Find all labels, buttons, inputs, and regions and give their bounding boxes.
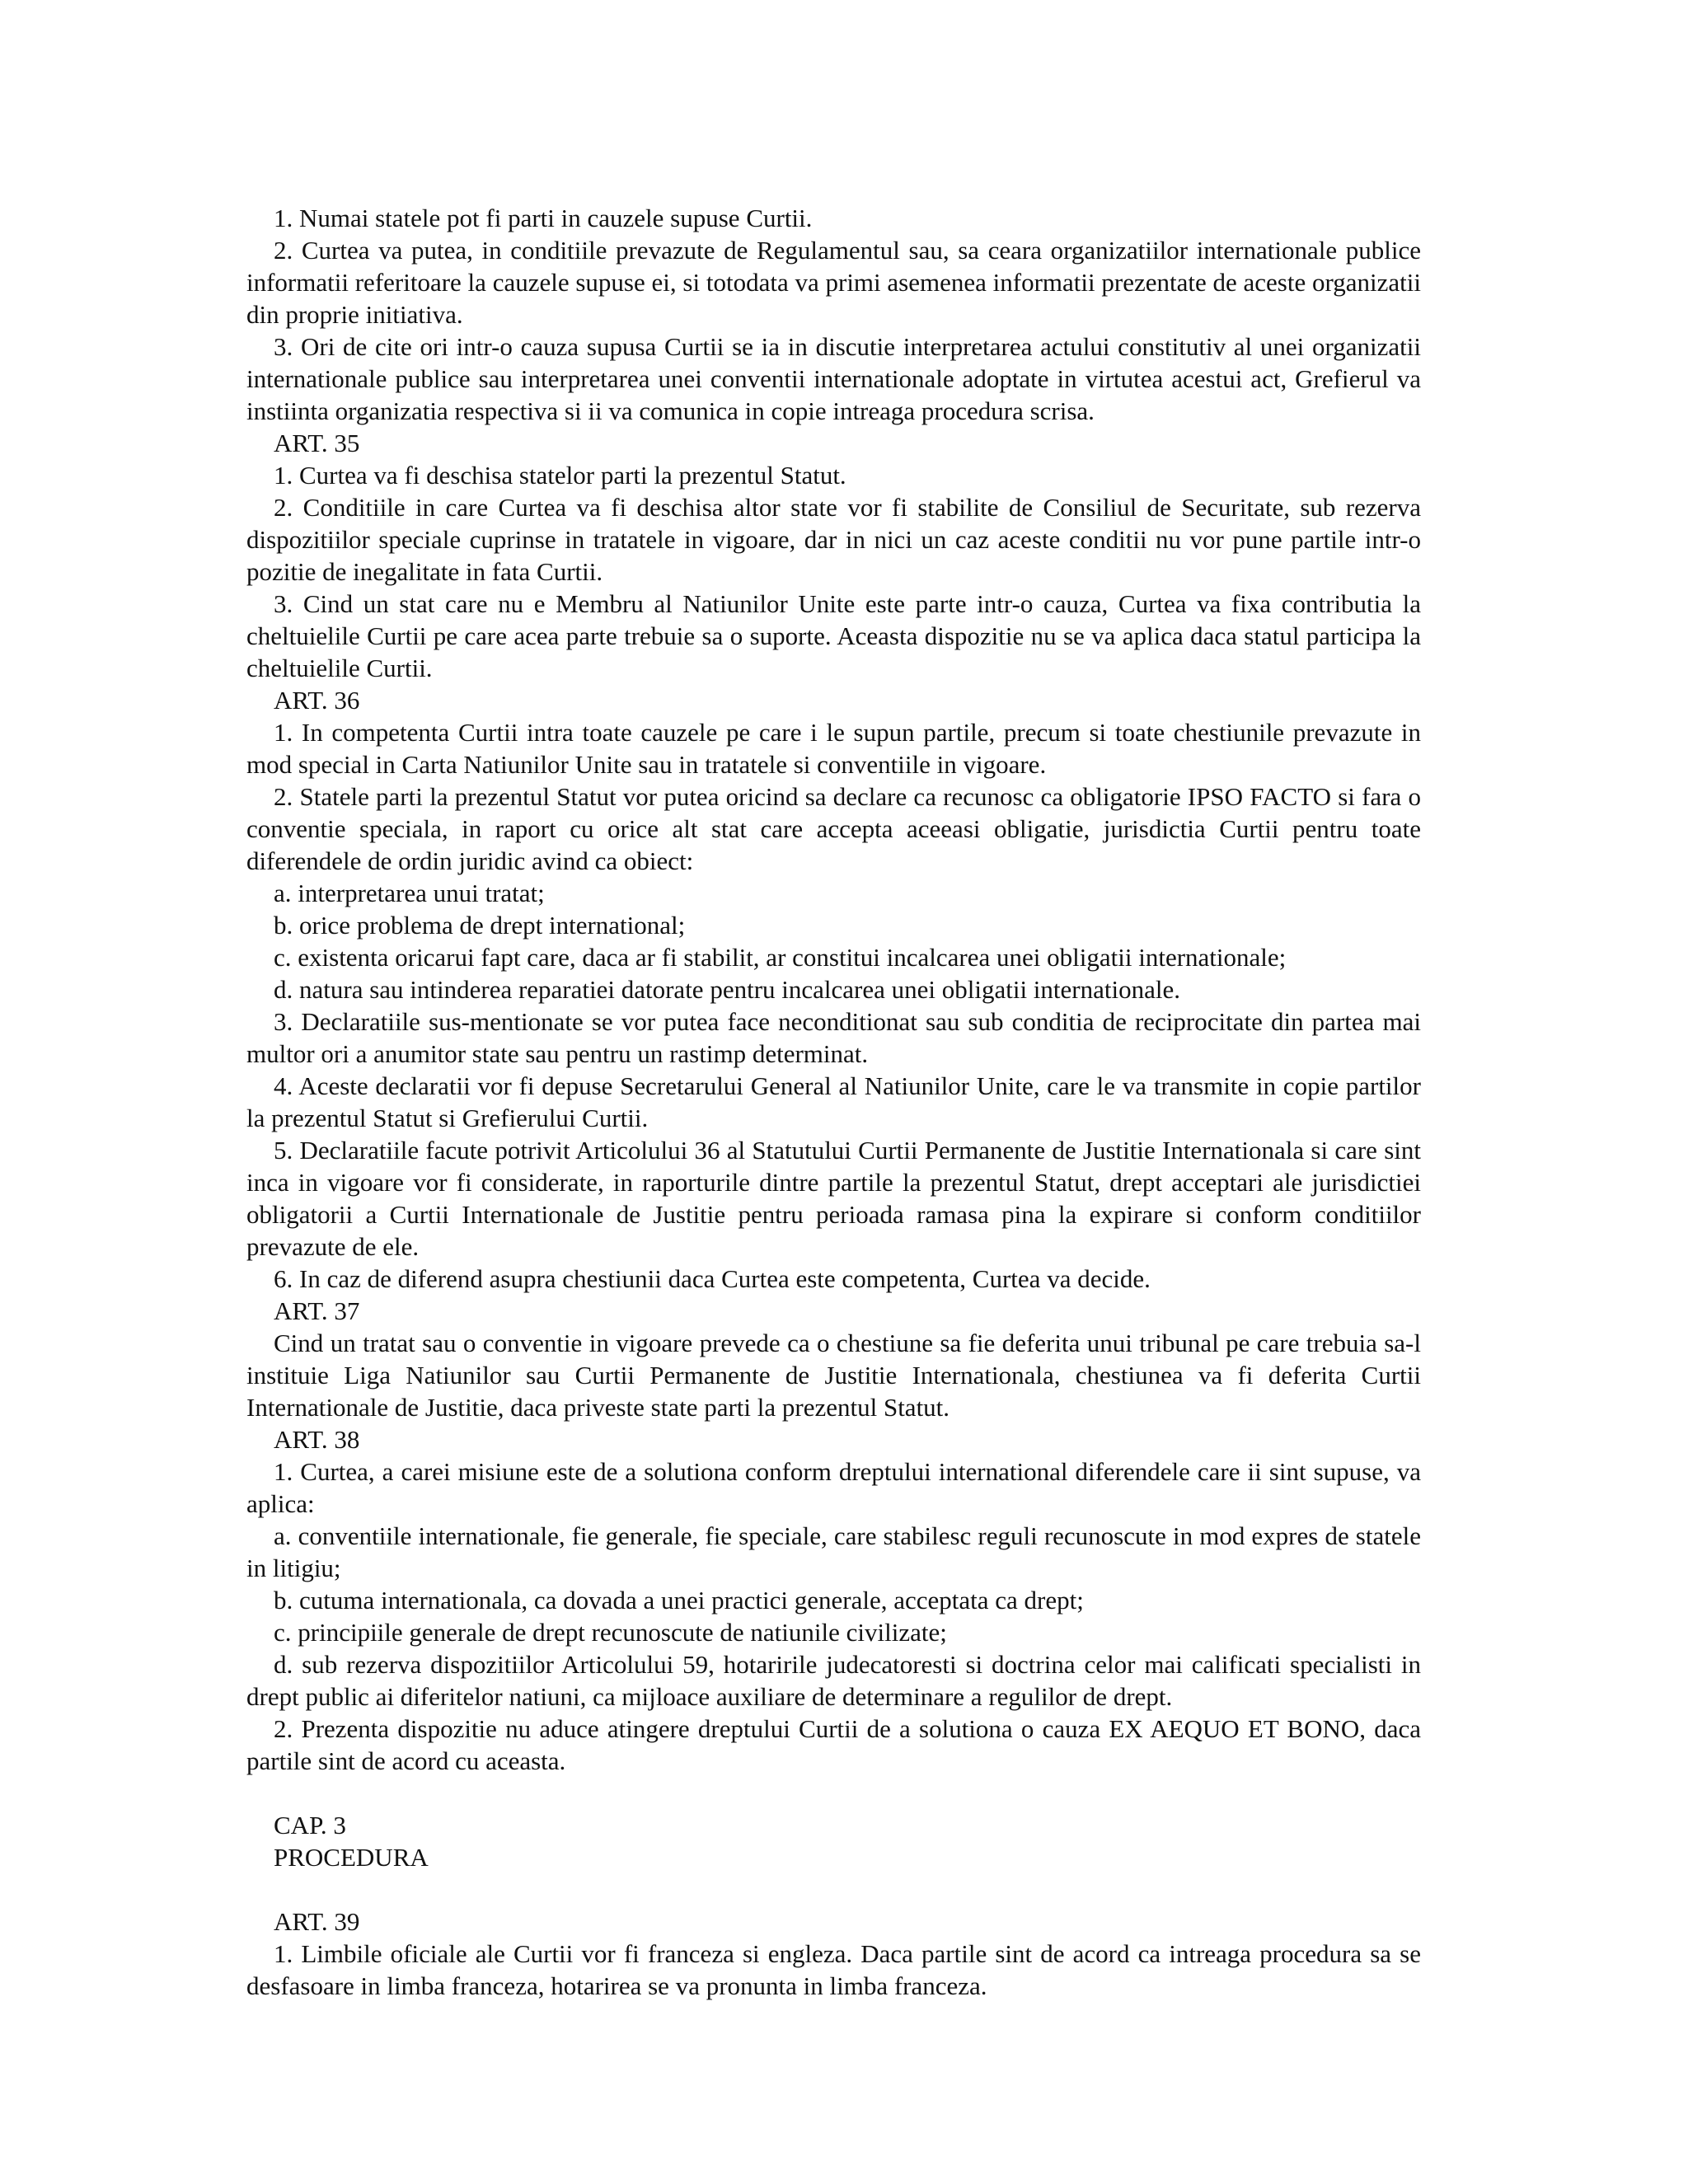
paragraph: 1. Curtea, a carei misiune este de a solutiona conform dreptului international diferendele care ii sint supuse, va aplica: [246,1457,1421,1518]
paragraph: b. cutuma internationala, ca dovada a unei practici generale, acceptata ca drept; [274,1586,1084,1615]
section-heading: ART. 35 [274,429,360,457]
paragraph: a. interpretarea unui tratat; [274,879,545,907]
paragraph: a. conventiile internationale, fie generale, fie speciale, care stabilesc reguli recunoscute in mod expres de statele in litigiu; [246,1521,1421,1582]
section-heading: PROCEDURA [274,1843,429,1872]
paragraph: d. natura sau intinderea reparatiei datorate pentru incalcarea unei obligatii internationale. [274,975,1180,1004]
blank-line [246,1873,1421,1905]
section-heading: CAP. 3 [274,1811,346,1840]
blank-line [246,1777,1421,1809]
paragraph: 4. Aceste declaratii vor fi depuse Secretarului General al Natiunilor Unite, care le va transmite in copie partilor la prezentul Statut si Grefierului Curtii. [246,1071,1421,1132]
paragraph: 3. Cind un stat care nu e Membru al Natiunilor Unite este parte intr-o cauza, Curtea va fixa contributia la cheltuielile Curtii pe care acea parte trebuie sa o suporte. Aceasta dispozitie nu se va aplica daca statul participa la cheltuielile Curtii. [246,589,1421,682]
paragraph: 2. Conditiile in care Curtea va fi deschisa altor state vor fi stabilite de Consiliul de Securitate, sub rezerva dispozitiilor speciale cuprinse in tratatele in vigoare, dar in nici un caz aceste conditii nu vor pune partile intr-o pozitie de inegalitate in fata Curtii. [246,493,1421,586]
paragraph: 1. Limbile oficiale ale Curtii vor fi franceza si engleza. Daca partile sint de acord ca intreaga procedura sa se desfasoare in limba franceza, hotarirea se va pronunta in limba franceza. [246,1939,1421,2000]
paragraph: 3. Declaratiile sus-mentionate se vor putea face neconditionat sau sub conditia de reciprocitate din partea mai multor ori a anumitor state sau pentru un rastimp determinat. [246,1007,1421,1068]
section-heading: ART. 37 [274,1296,360,1325]
paragraph: c. existenta oricarui fapt care, daca ar fi stabilit, ar constitui incalcarea unei obligatii internationale; [274,943,1287,972]
paragraph: d. sub rezerva dispozitiilor Articolului 59, hotaririle judecatoresti si doctrina celor mai calificati specialisti in drept public ai diferitelor natiuni, ca mijloace auxiliare de determinare a regulilor de drept. [246,1650,1421,1711]
paragraph: 2. Statele parti la prezentul Statut vor putea oricind sa declare ca recunosc ca obligatorie IPSO FACTO si fara o conventie speciala, in raport cu orice alt stat care accepta aceeasi obligatie, jurisdictia Curtii pentru toate diferendele de ordin juridic avind ca obiect: [246,782,1421,875]
paragraph: 3. Ori de cite ori intr-o cauza supusa Curtii se ia in discutie interpretarea actului constitutiv al unei organizatii internationale publice sau interpretarea unei conventii internationale adoptate in virtutea acestui act, Grefierul va instiinta organizatia respectiva si ii va comunica in copie intreaga procedura scrisa. [246,332,1421,425]
paragraph: Cind un tratat sau o conventie in vigoare prevede ca o chestiune sa fie deferita unui tribunal pe care trebuia sa-l instituie Liga Natiunilor sau Curtii Permanente de Justitie Internationala, chestiunea va fi deferita Curtii Internationale de Justitie, daca priveste state parti la prezentul Statut. [246,1329,1421,1422]
paragraph: b. orice problema de drept international; [274,911,686,940]
paragraph: 1. In competenta Curtii intra toate cauzele pe care i le supun partile, precum si toate chestiunile prevazute in mod special in Carta Natiunilor Unite sau in tratatele si conventiile in vigoare. [246,718,1421,779]
paragraph: c. principiile generale de drept recunoscute de natiunile civilizate; [274,1618,947,1647]
paragraph: 1. Curtea va fi deschisa statelor parti la prezentul Statut. [274,461,846,490]
paragraph: 6. In caz de diferend asupra chestiunii daca Curtea este competenta, Curtea va decide. [274,1264,1151,1293]
paragraph: 5. Declaratiile facute potrivit Articolului 36 al Statutului Curtii Permanente de Justitie Internationala si care sint inca in vigoare vor fi considerate, in raporturile dintre partile la prezentul Statut, drept acceptari ale jurisdictiei obligatorii a Curtii Internationale de Justitie pentru perioada ramasa pina la expirare si conform conditiilor prevazute de ele. [246,1136,1421,1261]
paragraph: 1. Numai statele pot fi parti in cauzele supuse Curtii. [274,204,813,232]
section-heading: ART. 39 [274,1907,360,1936]
document-page [246,202,1421,2002]
paragraph: 2. Curtea va putea, in conditiile prevazute de Regulamentul sau, sa ceara organizatiilor internationale publice informatii referitoare la cauzele supuse ei, si totodata va primi asemenea informatii prezentate de aceste organizatii din proprie initiativa. [246,236,1421,329]
section-heading: ART. 36 [274,686,360,715]
section-heading: ART. 38 [274,1425,360,1454]
paragraph: 2. Prezenta dispozitie nu aduce atingere dreptului Curtii de a solutiona o cauza EX AEQUO ET BONO, daca partile sint de acord cu aceasta. [246,1714,1421,1775]
